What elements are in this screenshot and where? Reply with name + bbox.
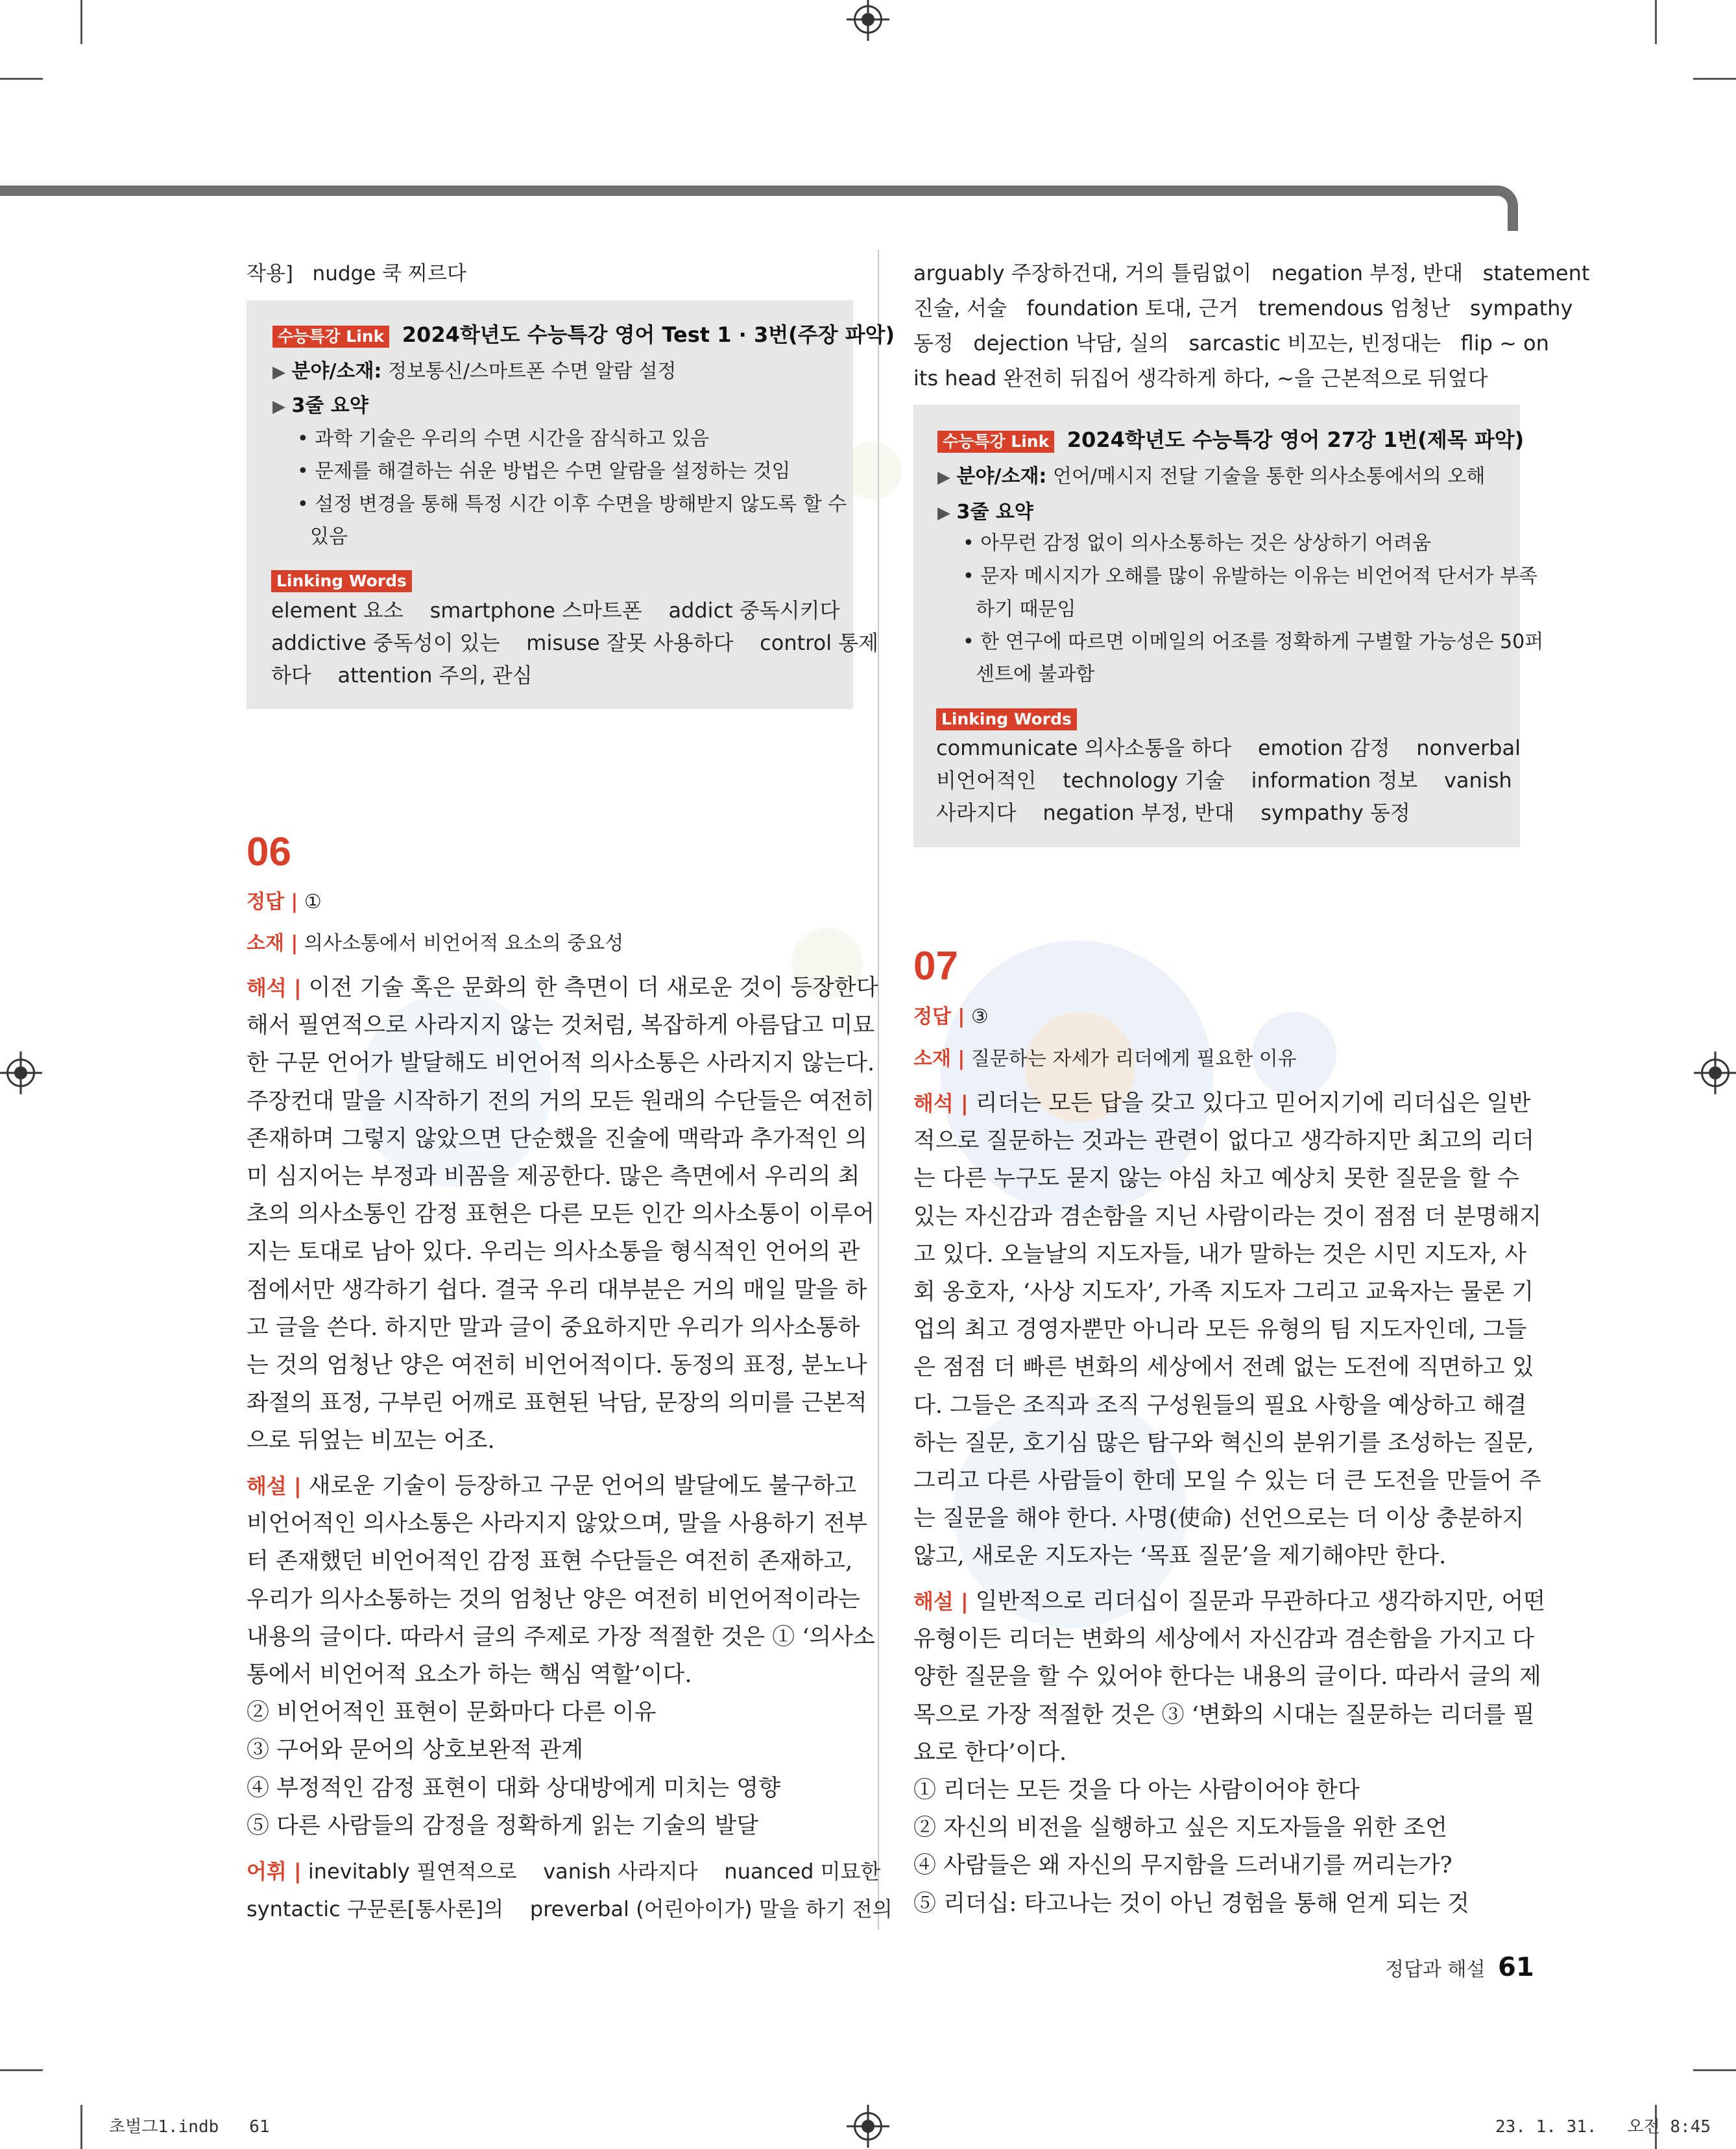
link-tag: 수능특강 Link: [937, 431, 1054, 453]
linking-words-line: element 요소 smartphone 스마트폰 addict 중독시키다: [271, 598, 840, 623]
text-line: 는 것의 엄청난 양은 여전히 비언어적이다. 동정의 표정, 분노나: [247, 1352, 867, 1378]
vocab-line: 진술, 서술 foundation 토대, 근거 tremendous 엄청난 sympathy: [913, 296, 1573, 320]
text-line: 는 질문을 해야 한다. 사명(使命) 선언으로는 더 이상 충분하지: [913, 1506, 1525, 1532]
summary-line: • 설정 변경을 통해 특정 시간 이후 수면을 방해받지 않도록 할 수: [297, 493, 847, 516]
text-line: 초의 의사소통인 감정 표현은 다른 모든 인간 의사소통이 이루어: [247, 1201, 875, 1228]
crop-mark: [1693, 2069, 1736, 2071]
triangle-icon: ▶: [272, 397, 285, 416]
text-line: 존재하며 그렇지 않았으면 단순했을 진술에 맥락과 추가적인 의: [247, 1125, 867, 1152]
triangle-icon: ▶: [272, 363, 285, 382]
option-line: ① 리더는 모든 것을 다 아는 사람이어야 한다: [913, 1777, 1360, 1803]
page-number: 61: [1497, 1952, 1534, 1982]
linking-words-tag-row: [936, 702, 1077, 735]
vocab-line: 어휘 | inevitably 필연적으로 vanish 사라지다 nuanced 미묘한: [247, 1859, 881, 1884]
text-line: 있는 자신감과 겸손함을 지닌 사람이라는 것이 점점 더 분명해지: [913, 1203, 1542, 1230]
registration-mark: [6, 1059, 35, 1087]
explanation-label: 해설 |: [247, 1474, 302, 1498]
linking-words-line: 사라지다 negation 부정, 반대 sympathy 동정: [936, 800, 1410, 825]
vocab-block: [247, 1853, 893, 1928]
text-line: 고 글을 쓴다. 하지만 말과 글이 중요하지만 우리가 의사소통하: [247, 1314, 860, 1341]
field-row: [937, 461, 1485, 494]
text-line: 회 옹호자, ‘사상 지도자’, 가족 지도자 그리고 교육자는 물론 기: [913, 1279, 1534, 1305]
option-line: ⑤ 다른 사람들의 감정을 정확하게 읽는 기술의 발달: [247, 1812, 759, 1839]
question-number: 07: [913, 944, 958, 989]
translation-label: 해석 |: [247, 976, 302, 1000]
text-line: 그리고 다른 사람들이 한데 모일 수 있는 더 큰 도전을 만들어 주: [913, 1467, 1541, 1494]
registration-mark: [1701, 1059, 1730, 1087]
crop-mark: [1655, 0, 1657, 44]
linking-words-tag: Linking Words: [271, 570, 412, 592]
crop-mark: [80, 2105, 82, 2149]
summary-heading: [272, 390, 368, 423]
summary-line: • 문제를 해결하는 쉬운 방법은 수면 알람을 설정하는 것임: [297, 460, 791, 483]
summary-line: 센트에 불과함: [976, 663, 1095, 686]
field-value: 언어/메시지 전달 기술을 통한 의사소통에서의 오해: [1052, 465, 1486, 488]
field-value: 정보통신/스마트폰 수면 알람 설정: [387, 360, 677, 383]
print-date: 23. 1. 31. 오전 8:45: [1495, 2117, 1711, 2137]
linking-words-line: 하다 attention 주의, 관심: [271, 663, 533, 688]
text-line: 좌절의 표정, 구부린 어깨로 표현된 낙담, 문장의 의미를 근본적: [247, 1390, 867, 1417]
text-line: 미 심지어는 부정과 비꼼을 제공한다. 많은 측면에서 우리의 최: [247, 1163, 860, 1190]
crop-mark: [0, 78, 43, 80]
topic-row: [913, 1043, 1297, 1075]
field-label: 분야/소재:: [291, 360, 382, 383]
vocab-continued: 작용] nudge 쿡 찌르다: [247, 262, 466, 285]
field-label: 분야/소재:: [956, 465, 1047, 488]
option-line: ② 비언어적인 표현이 문화마다 다른 이유: [247, 1699, 657, 1726]
triangle-icon: ▶: [937, 503, 950, 523]
text-line: 하는 질문, 호기심 많은 탐구와 혁신의 분위기를 조성하는 질문,: [913, 1430, 1534, 1456]
translation-paragraph: [913, 1085, 1542, 1575]
option-line: ③ 구어와 문어의 상호보완적 관계: [247, 1737, 584, 1764]
linking-words-tag-row: [271, 564, 412, 597]
vocab-line: its head 완전히 뒤집어 생각하게 하다, ~을 근본적으로 뒤엎다: [913, 366, 1488, 390]
answer-label: 정답 |: [913, 1005, 965, 1028]
text-line: 내용의 글이다. 따라서 글의 주제로 가장 적절한 것은 ① ‘의사소: [247, 1624, 875, 1650]
text-line: 양한 질문을 할 수 있어야 한다는 내용의 글이다. 따라서 글의 제: [913, 1664, 1541, 1690]
linking-words-tag: Linking Words: [936, 708, 1077, 730]
text-line: 업의 최고 경영자뿐만 아니라 모든 유형의 팀 지도자인데, 그들: [913, 1317, 1527, 1343]
crop-mark: [0, 2069, 43, 2071]
text-line: 은 점점 더 빠른 변화의 세상에서 전례 없는 도전에 직면하고 있: [913, 1354, 1534, 1381]
explanation-paragraph: [247, 1467, 875, 1845]
text-line: 해설 | 일반적으로 리더십이 질문과 무관하다고 생각하지만, 어떤: [913, 1589, 1545, 1615]
column-divider: [878, 250, 879, 1930]
topic-value: 질문하는 자세가 리더에게 필요한 이유: [970, 1048, 1297, 1070]
topic-row: [247, 928, 623, 960]
summary-line: • 한 연구에 따르면 이메일의 어조를 정확하게 구별할 가능성은 50퍼: [963, 630, 1544, 653]
link-box-header: [272, 318, 895, 352]
text-line: 요로 한다’이다.: [913, 1739, 1067, 1766]
text-line: 비언어적인 의사소통은 사라지지 않았으며, 말을 사용하기 전부: [247, 1511, 867, 1537]
translation-paragraph: [247, 969, 878, 1459]
text-line: 통에서 비언어적 요소가 하는 핵심 역할’이다.: [247, 1661, 692, 1688]
option-line: ④ 부정적인 감정 표현이 대화 상대방에게 미치는 영향: [247, 1775, 780, 1801]
summary-line: • 아무런 감정 없이 의사소통하는 것은 상상하기 어려움: [963, 532, 1432, 555]
text-line: 지는 토대로 남아 있다. 우리는 의사소통을 형식적인 언어의 관: [247, 1239, 860, 1266]
summary-label: 3줄 요약: [291, 394, 368, 417]
text-line: 고 있다. 오늘날의 지도자들, 내가 말하는 것은 시민 지도자, 사: [913, 1241, 1526, 1267]
answer-value: ③: [970, 1005, 989, 1028]
text-line: 으로 뒤엎는 비꼬는 어조.: [247, 1428, 495, 1454]
explanation-paragraph: [913, 1583, 1545, 1923]
header-bar: [0, 186, 1518, 231]
text-line: 해석 | 이전 기술 혹은 문화의 한 측면이 더 새로운 것이 등장한다: [247, 975, 878, 1001]
text-line: 다. 그들은 조직과 조직 구성원들의 필요 사항을 예상하고 해결: [913, 1392, 1527, 1419]
option-line: ② 자신의 비전을 실행하고 싶은 지도자들을 위한 조언: [913, 1815, 1447, 1842]
answer-value: ①: [304, 891, 322, 913]
link-tag: 수능특강 Link: [272, 326, 389, 348]
linking-words-line: addictive 중독성이 있는 misuse 잘못 사용하다 control 통제: [271, 630, 879, 655]
summary-line: 있음: [310, 525, 348, 548]
text-line: 는 다른 누구도 묻지 않는 야심 차고 예상치 못한 질문을 할 수: [913, 1166, 1519, 1192]
text-line: 목으로 가장 적절한 것은 ③ ‘변화의 시대는 질문하는 리더를 필: [913, 1701, 1535, 1728]
page-footer: [1385, 1952, 1534, 1982]
text-line: 해석 | 리더는 모든 답을 갖고 있다고 믿어지기에 리더십은 일반: [913, 1090, 1531, 1116]
registration-mark: [854, 2112, 882, 2141]
vocab-continued: [913, 256, 1590, 396]
summary-label: 3줄 요약: [956, 501, 1033, 523]
text-line: 해서 필연적으로 사라지지 않는 것처럼, 복잡하게 아름답고 미묘: [247, 1013, 875, 1039]
text-line: 적으로 질문하는 것과는 관련이 없다고 생각하지만 최고의 리더: [913, 1128, 1534, 1155]
answer-label: 정답 |: [247, 891, 298, 913]
registration-mark: [854, 5, 882, 34]
text-line: 우리가 의사소통하는 것의 엄청난 양은 여전히 비언어적이라는: [247, 1586, 860, 1613]
linking-words-line: 비언어적인 technology 기술 information 정보 vanish: [936, 768, 1512, 793]
text-line: 한 구문 언어가 발달해도 비언어적 의사소통은 사라지지 않는다.: [247, 1050, 875, 1077]
vocab-line: syntactic 구문론[통사론]의 preverbal (어린아이가) 말을 하기 전의: [247, 1897, 893, 1921]
link-box-header: [937, 424, 1524, 457]
triangle-icon: ▶: [937, 468, 950, 487]
linking-words-line: communicate 의사소통을 하다 emotion 감정 nonverbal: [936, 736, 1521, 760]
summary-line: • 과학 기술은 우리의 수면 시간을 잠식하고 있음: [297, 427, 710, 450]
translation-label: 해석 |: [913, 1091, 969, 1116]
summary-line: • 문자 메시지가 오해를 많이 유발하는 이유는 비언어적 단서가 부족: [963, 565, 1537, 588]
vocab-line: 동정 dejection 낙담, 실의 sarcastic 비꼬는, 빈정대는 flip ~ on: [913, 331, 1549, 355]
option-line: ④ 사람들은 왜 자신의 무지함을 드러내기를 꺼리는가?: [913, 1853, 1453, 1879]
option-line: ⑤ 리더십: 타고나는 것이 아닌 경험을 통해 얻게 되는 것: [913, 1890, 1469, 1917]
answer-row: [247, 886, 322, 918]
vocab-line: arguably 주장하건대, 거의 틀림없이 negation 부정, 반대 statement: [913, 261, 1590, 285]
explanation-label: 해설 |: [913, 1589, 969, 1614]
text-line: 점에서만 생각하기 쉽다. 결국 우리 대부분은 거의 매일 말을 하: [247, 1277, 867, 1303]
text-line: 해설 | 새로운 기술이 등장하고 구문 언어의 발달에도 불구하고: [247, 1473, 857, 1499]
link-box-title: 2024학년도 수능특강 영어 27강 1번(제목 파악): [1067, 427, 1525, 452]
field-row: [272, 355, 676, 389]
text-line: 않고, 새로운 지도자는 ‘목표 질문’을 제기해야만 한다.: [913, 1543, 1447, 1570]
print-file-info: 초벌그1.indb 61: [109, 2117, 270, 2137]
summary-line: 하기 때문임: [976, 598, 1076, 621]
crop-mark: [1693, 78, 1736, 80]
topic-label: 소재 |: [247, 932, 298, 955]
vocab-label: 어휘 |: [247, 1859, 302, 1884]
topic-value: 의사소통에서 비언어적 요소의 중요성: [304, 932, 624, 955]
crop-mark: [80, 0, 82, 44]
section-name: 정답과 해설: [1385, 1958, 1486, 1981]
text-line: 주장컨대 말을 시작하기 전의 거의 모든 원래의 수단들은 여전히: [247, 1088, 875, 1114]
summary-heading: [937, 496, 1033, 529]
text-line: 유형이든 리더는 변화의 세상에서 자신감과 겸손함을 가지고 다: [913, 1626, 1534, 1653]
link-box-title: 2024학년도 수능특강 영어 Test 1 · 3번(주장 파악): [402, 322, 895, 347]
text-line: 터 존재했던 비언어적인 감정 표현 수단들은 여전히 존재하고,: [247, 1548, 853, 1575]
question-number: 06: [247, 830, 291, 874]
topic-label: 소재 |: [913, 1048, 965, 1070]
answer-row: [913, 1001, 989, 1033]
